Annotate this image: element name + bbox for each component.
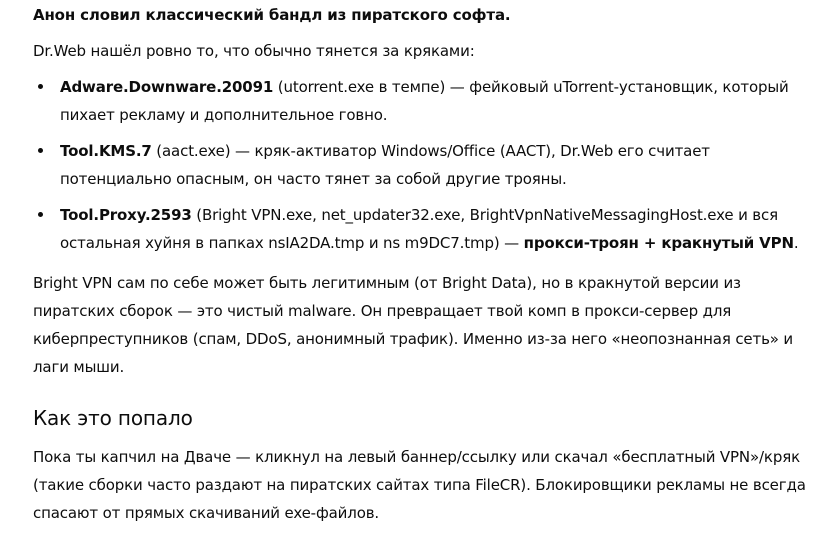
paragraph-line: Пока ты капчил на Дваче — кликнул на левый баннер/ссылку или скачал «бесплатный VPN»/кряк <box>33 448 800 466</box>
finding-desc: (Bright VPN.exe, net_updater32.exe, BrightVpnNativeMessagingHost.exe и вся <box>191 206 778 224</box>
finding-desc-cont: потенциально опасным, он часто тянет за собой другие трояны. <box>60 170 567 188</box>
finding-name: Tool.Proxy.2593 <box>60 206 192 224</box>
bullet-dot <box>38 148 43 153</box>
finding-highlight: прокси-троян + кракнутый VPN <box>523 234 794 252</box>
paragraph-line: пиратских сборок — это чистый malware. Он превращает твой комп в прокси-сервер для <box>33 302 732 320</box>
paragraph-line: киберпреступников (спам, DDoS, анонимный трафик). Именно из-за него «неопознанная сеть» и <box>33 330 794 348</box>
finding-desc-end: . <box>793 234 799 252</box>
finding-name: Tool.KMS.7 <box>60 142 152 160</box>
finding-desc-cont: пихает рекламу и дополнительное говно. <box>60 106 388 124</box>
bullet-dot <box>38 84 43 89</box>
finding-desc-cont: остальная хуйня в папках nsIA2DA.tmp и ns m9DC7.tmp) — <box>60 234 524 252</box>
paragraph-line: спасают от прямых скачиваний exe-файлов. <box>33 504 380 522</box>
section-heading: Как это попало <box>33 406 193 430</box>
bullet-dot <box>38 212 43 217</box>
paragraph-line: лаги мыши. <box>33 358 125 376</box>
finding-desc: (aact.exe) — кряк-активатор Windows/Office (AACT), Dr.Web его считает <box>151 142 710 160</box>
paragraph-line: Bright VPN сам по себе может быть легитимным (от Bright Data), но в кракнутой версии из <box>33 274 741 292</box>
intro-lead: Dr.Web нашёл ровно то, что обычно тянется за кряками: <box>33 42 475 60</box>
finding-desc: (utorrent.exe в темпе) — фейковый uTorrent-установщик, который <box>273 78 789 96</box>
paragraph-line: (такие сборки часто раздают на пиратских сайтах типа FileCR). Блокировщики рекламы не всегда <box>33 476 806 494</box>
finding-name: Adware.Downware.20091 <box>60 78 274 96</box>
intro-title: Анон словил классический бандл из пиратского софта. <box>33 6 511 24</box>
